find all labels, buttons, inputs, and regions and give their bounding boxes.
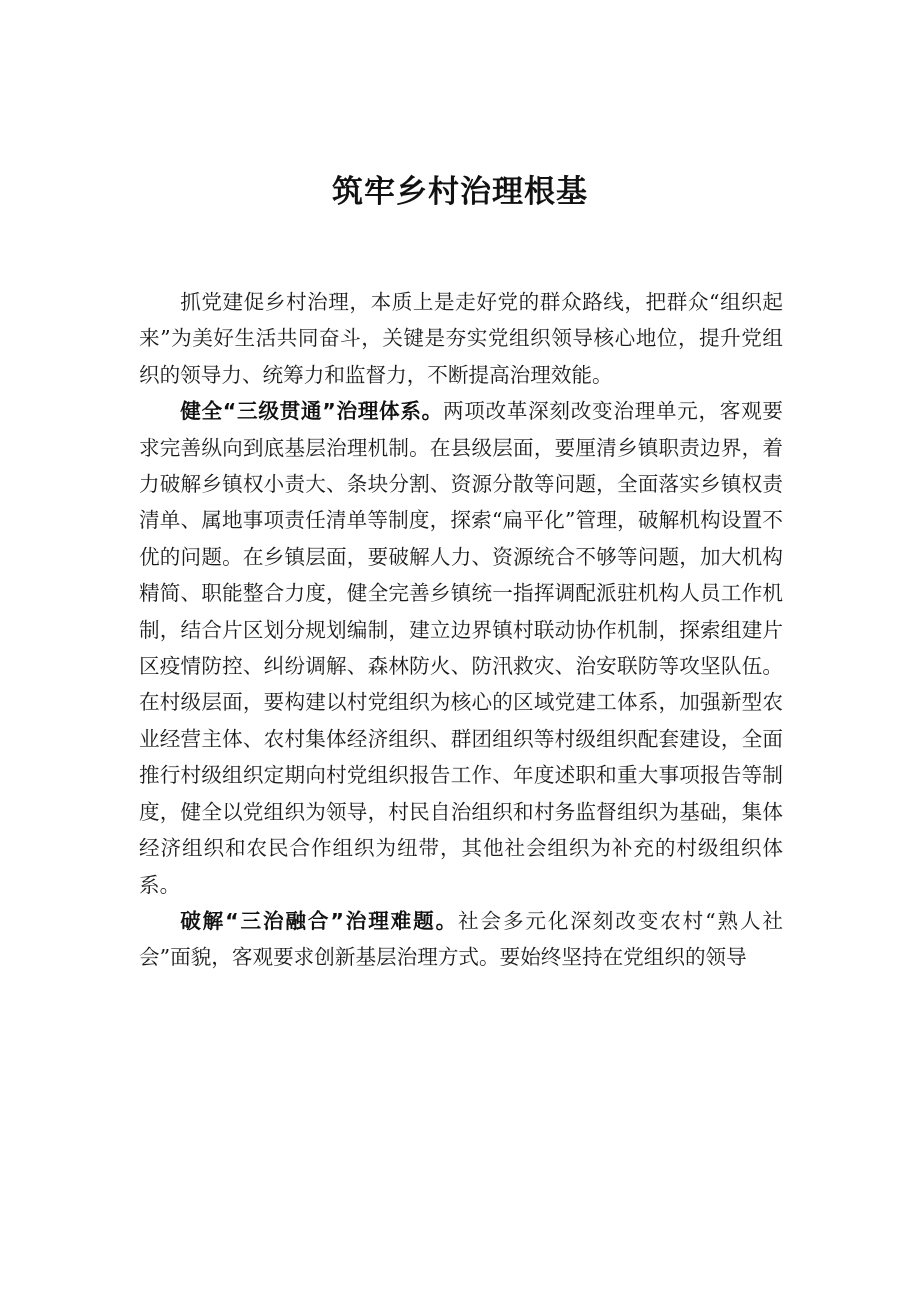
- paragraph-three-governance-text: 社会多元化深刻改变农村“熟人社会”面貌，客观要求创新基层治理方式。要始终坚持在党组织的领导: [139, 908, 783, 970]
- paragraph-intro-text: 抓党建促乡村治理，本质上是走好党的群众路线，把群众“组织起来”为美好生活共同奋斗，关键是夯实党组织领导核心地位，提升党组织的领导力、统筹力和监督力，不断提高治理效能。: [139, 290, 783, 387]
- paragraph-three-level-heading: 健全“三级贯通”治理体系。: [180, 399, 443, 424]
- document-body: [139, 284, 783, 976]
- paragraph-three-governance-heading: 破解“三治融合”治理难题。: [180, 908, 459, 933]
- paragraph-intro: [139, 284, 783, 393]
- paragraph-three-level-text: 两项改革深刻改变治理单元，客观要求完善纵向到底基层治理机制。在县级层面，要厘清乡镇职责边界，着力破解乡镇权小责大、条块分割、资源分散等问题，全面落实乡镇权责清单、属地事项责任清单等制度，探索“扁平化”管理，破解机构设置不优的问题。在乡镇层面，要破解人力、资源统合不够等问题，加大机构精简、职能整合力度，健全完善乡镇统一指挥调配派驻机构人员工作机制，结合片区划分规划编制，建立边界镇村联动协作机制，探索组建片区疫情防控、纠纷调解、森林防火、防汛救灾、治安联防等攻坚队伍。在村级层面，要构建以村党组织为核心的区域党建工体系，加强新型农业经营主体、农村集体经济组织、群团组织等村级组织配套建设，全面推行村级组织定期向村党组织报告工作、年度述职和重大事项报告等制度，健全以党组织为领导，村民自治组织和村务监督组织为基础，集体经济组织和农民合作组织为纽带，其他社会组织为补充的村级组织体系。: [139, 399, 783, 897]
- paragraph-three-governance: [139, 903, 783, 976]
- paragraph-three-level: [139, 393, 783, 903]
- document-title: 筑牢乡村治理根基: [332, 174, 588, 210]
